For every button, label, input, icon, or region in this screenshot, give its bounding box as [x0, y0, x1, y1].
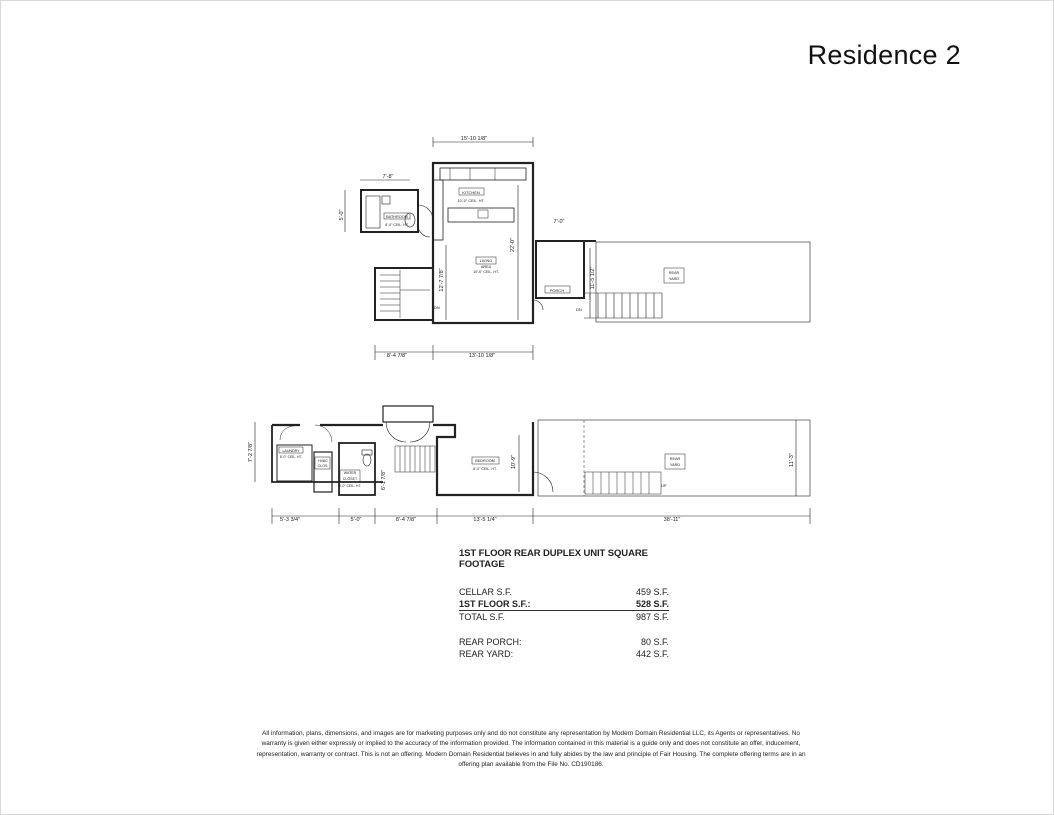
- dim-lower-5: 38'-11": [663, 517, 681, 523]
- sf-label: TOTAL S.F.: [459, 612, 505, 622]
- room-bathroom-ceil: 8'-0" CEIL. HT.: [385, 223, 409, 227]
- upper-floor-plan: [345, 137, 810, 360]
- square-footage-table: [459, 548, 669, 660]
- sf-row-rear-yard: [459, 648, 669, 660]
- dim-bath-height: 5'-0": [339, 209, 345, 221]
- dim-bedroom-height: 10'-9": [511, 454, 517, 470]
- room-water-closet: WATER: [343, 471, 357, 475]
- room-laundry: LAUNDRY: [282, 449, 300, 453]
- dim-lower-3: 8'-4 7/8": [395, 517, 417, 523]
- page-title: Residence 2: [807, 40, 961, 70]
- room-rear-yard-upper-2: YARD: [668, 277, 680, 281]
- room-water-closet-2: CLOSET: [342, 477, 358, 481]
- dim-lower-1: 5'-3 3/4": [279, 517, 301, 523]
- room-bedroom-ceil: 8'-0" CEIL. HT.: [473, 467, 497, 471]
- room-water-closet-ceil: 8'-0" CEIL. HT.: [338, 484, 362, 488]
- room-kitchen: KITCHEN: [462, 190, 480, 195]
- room-bathroom: BATHROOM: [386, 215, 408, 219]
- dim-top-width: 15'-10 1/8": [460, 136, 488, 142]
- room-laundry-ceil: 8'-0" CEIL. HT.: [279, 455, 303, 459]
- label-up: UP: [661, 483, 667, 488]
- sf-label: 1ST FLOOR S.F.:: [459, 599, 531, 609]
- dim-lower-2: 5'-0": [350, 517, 362, 523]
- room-hvac-2: CLOS.: [317, 464, 329, 468]
- dim-lower-4: 13'-5 1/4": [473, 517, 497, 523]
- sf-label: REAR YARD:: [459, 649, 514, 659]
- room-rear-yard-upper: REAR: [668, 271, 680, 275]
- disclaimer-text: All information, plans, dimensions, and images are for marketing purposes only and do not constitute any representation by Modern Domain Residential LLC, its Agents or representatives. No warranty is given either expressly or implied to the accuracy of the information provided. The information contained in this material is a guide only and does not constitute an offer, inducement, representation, warranty or contract. This is not an offering. Modern Domain Residential believes in and fully abides by the law and principle of Fair Housing. The complete offering terms are in an offering plan available from the File No. CD190186.: [256, 730, 806, 768]
- room-bedroom: BEDROOM: [475, 459, 495, 463]
- lower-floor-plan: [255, 406, 810, 524]
- room-porch: PORCH: [549, 288, 565, 293]
- dim-wc-height: 6'-1 7/8": [381, 469, 387, 491]
- label-dn-2: DN: [576, 307, 582, 312]
- sf-value: 987 S.F.: [635, 612, 669, 622]
- dim-porch-width: 7'-0": [553, 219, 565, 225]
- room-area: AREA: [480, 265, 492, 269]
- room-living: LIVING: [479, 259, 493, 263]
- sf-label: CELLAR S.F.: [459, 587, 513, 597]
- dim-right-height: 11'-3": [789, 453, 795, 467]
- sf-row-total: [459, 611, 669, 623]
- dim-left-height: 7'-2 7/8": [248, 441, 254, 463]
- square-footage-heading: 1ST FLOOR REAR DUPLEX UNIT SQUARE FOOTAGE: [459, 548, 648, 570]
- dim-living-height: 22'-0": [510, 237, 516, 253]
- dim-porch-height: 11'-5 1/2": [590, 266, 596, 290]
- dim-bottom-left: 8'-4 7/8": [386, 353, 408, 359]
- sf-value: 459 S.F.: [635, 587, 669, 597]
- room-living-ceil: 10'-0" CEIL. HT.: [473, 270, 499, 274]
- sf-value: 442 S.F.: [635, 649, 669, 659]
- room-rear-yard-lower-2: YARD: [669, 463, 681, 467]
- sf-value: 528 S.F.: [635, 599, 669, 609]
- dim-bottom-right: 13'-10 1/8": [468, 353, 496, 359]
- label-dn-1: DN: [434, 305, 440, 310]
- dim-bath-width: 7'-8": [382, 174, 394, 180]
- dim-stair-height: 12'-7 7/8": [439, 268, 445, 292]
- sf-value: 80 S.F.: [640, 637, 669, 647]
- sf-label: REAR PORCH:: [459, 637, 522, 647]
- sf-row-rear-porch: [459, 636, 669, 648]
- sf-row-cellar: [459, 586, 669, 598]
- sf-row-first-floor: [459, 598, 669, 611]
- room-rear-yard-lower: REAR: [669, 457, 681, 461]
- room-kitchen-ceil: 10'-0" CEIL. HT.: [457, 199, 485, 203]
- room-hvac: HVAC: [318, 459, 328, 463]
